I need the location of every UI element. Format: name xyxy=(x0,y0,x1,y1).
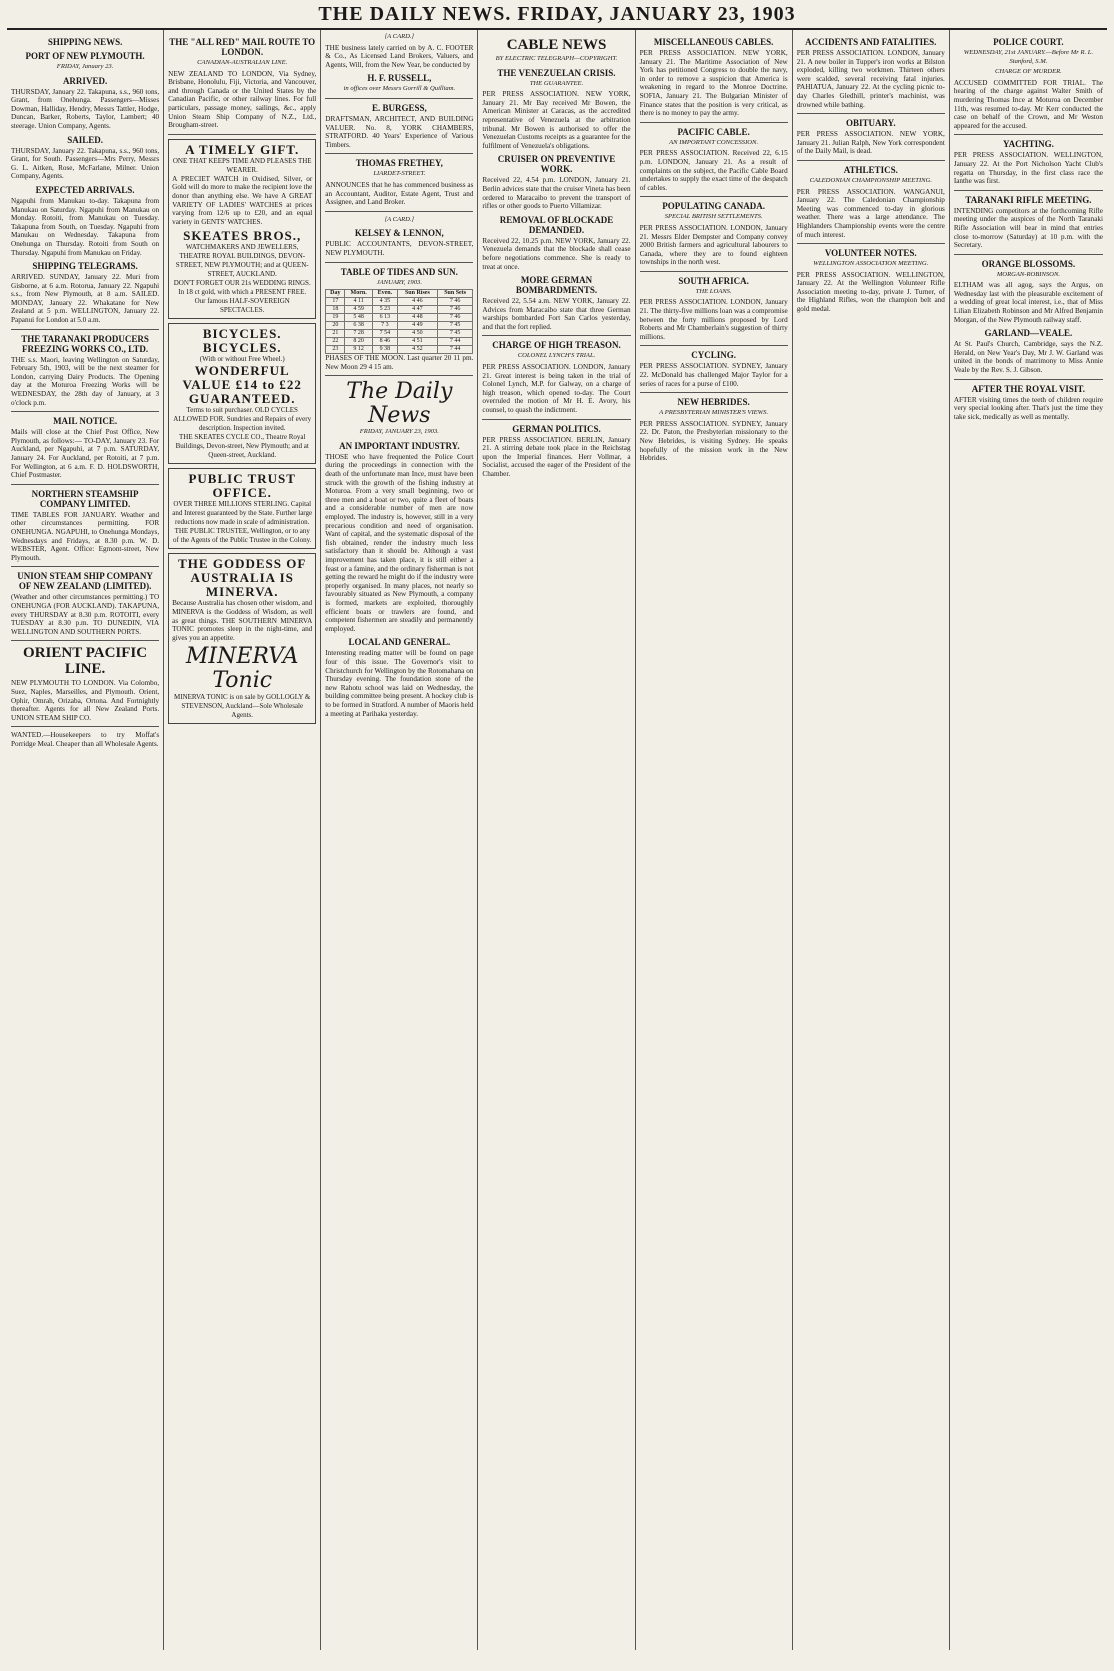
divider xyxy=(11,726,159,727)
tides-cell: 18 xyxy=(326,306,345,314)
minerva-ad xyxy=(168,553,316,724)
removal-text: Received 22, 10.25 p.m. NEW YORK, January 22. Venezuela demands that the blockade shall cease before negotiations commence. She is ready to treat at once. xyxy=(482,236,631,271)
volunteer-subheading: WELLINGTON ASSOCIATION MEETING. xyxy=(813,260,929,268)
bombard-text: Received 22, 5.54 a.m. NEW YORK, January 22. Advices from Maracaibo state that three German warships bombarded Fort San Carlos yesterday, and that the fort replied. xyxy=(482,297,631,331)
tides-cell: 4 11 xyxy=(345,298,372,306)
athletics-text: PER PRESS ASSOCIATION. WANGANUI, January 22. The Caledonian Championship Meeting was commenced to-day in glorious weather. There was a large attendance. The Highlanders Championship events were the centre of much interest. xyxy=(796,187,945,239)
canada-text: PER PRESS ASSOCIATION. LONDON, January 21. Messrs Elder Dempster and Company convey 2000 British farmers and agricultural labourers to Canada, where they are to found eighteen townships in the north west. xyxy=(639,223,788,267)
rings-text: DON'T FORGET OUR 21s WEDDING RINGS. In 18 ct gold, with which a PRESENT FREE. Our famous HALF-SOVEREIGN SPECTACLES. xyxy=(173,279,311,315)
trust-ad xyxy=(168,468,316,549)
union-text: (Weather and other circumstances permitting.) TO ONEHUNGA (FOR AUCKLAND). TAKAPUNA, every THURSDAY at 8.30 p.m. ROTOITI, every TUESDAY at 8.30 p.m. TO DUNEDIN, VIA WELLINGTON AND SOUTHERN PORTS. xyxy=(11,593,160,636)
canada-subheading: SPECIAL BRITISH SETTLEMENTS. xyxy=(664,213,763,221)
athletics-subheading: CALEDONIAN CHAMPIONSHIP MEETING. xyxy=(809,176,932,184)
local-text: Interesting reading matter will be found on page four of this issue. The Governor's visit to Christchurch for Wellington by the Rotomahana on Thursday evening. The foundation stone of the new Rahotu school was laid on Wednesday, the building committee being present. A hockey club is to be formed in Stratford. A number of Maoris held a meeting at Parihaka yesterday. xyxy=(325,649,474,718)
expected-text: Ngapuhi from Manukau to-day. Takapuna from Manukau on Saturday. Ngapuhi from Manukau on Monday. Rotoiti, from Manukau on Tuesday. Takapuna from South, on Tuesday. Ngapuhi from Manukau on Wednesday. Takapuna from Onehunga on Thursday. Rotoiti from South on Thursday. Ngapuhi from Manukau on Friday. xyxy=(11,196,160,257)
misc-text: PER PRESS ASSOCIATION. NEW YORK, January 21. The Maritime Association of New York has petitioned Congress to double the navy, in order to remove a suspicion that America is weakening in regard to the Monroe Doctrine. SOFIA, January 21. The Bulgarian Minister of Finance states that the position is very critical, as there is no money to pay the army. xyxy=(639,49,788,118)
port-heading: PORT OF NEW PLYMOUTH. xyxy=(25,51,145,61)
tides-cell: 4 46 xyxy=(397,298,437,306)
telegrams-text: ARRIVED. SUNDAY, January 22. Muri from Gisborne, at 6 a.m. Rotorua, January 22. Ngapuhi s.s., from New Plymouth, at 8 a.m. SAILED. MONDAY, January 22. Whakatane for New Zealand at 5 p.m. WELLINGTON, January 22. Papanui for London at 5.0 a.m. xyxy=(11,273,160,325)
card1-heading: [A CARD.] xyxy=(384,33,415,40)
bombard-heading: MORE GERMAN BOMBARDMENTS. xyxy=(515,275,598,296)
accidents-heading: ACCIDENTS AND FATALITIES. xyxy=(805,37,937,47)
yachting-text: PER PRESS ASSOCIATION. WELLINGTON, January 22. At the Port Nicholson Yacht Club's regatta on Thursday, in the first class race the Ianthe was first. xyxy=(953,151,1103,186)
column-7 xyxy=(950,30,1107,1650)
tides-cell: 4 49 xyxy=(397,322,437,330)
expected-heading: EXPECTED ARRIVALS. xyxy=(35,184,135,195)
arrived-text: THURSDAY, January 22. Takapuna, s.s., 960 tons, Grant, from Onehunga. Passengers—Misses Dowman, Halliday, Hendry, Messrs Tattler, Hodge, Duncan, Barker, Roberts, Taylor, Lambert; 40 steerage. Union Company, Agents. xyxy=(11,87,160,130)
gift-subheading: ONE THAT KEEPS TIME AND PLEASES THE WEARER. xyxy=(172,156,312,174)
column-4 xyxy=(478,30,635,1650)
gift-ad xyxy=(168,139,316,320)
tides-header-cell: Sun Sets xyxy=(437,290,473,298)
skeates-heading: SKEATES BROS., xyxy=(183,228,302,244)
tides-cell: 7 3 xyxy=(372,322,397,330)
card1-tail: in offices over Messrs Gorrill & Quilliam. xyxy=(343,85,456,93)
goddess-text: Because Australia has chosen other wisdom, and MINERVA is the Goddess of Wisdom, as well as great things. THE SOUTHERN MINERVA TONIC promotes sleep in the night-time, and gives you an appetite. xyxy=(172,599,313,642)
tides-cell: 4 59 xyxy=(345,306,372,314)
tides-cell: 22 xyxy=(326,338,345,346)
divider xyxy=(11,411,159,412)
skeates-text: THEATRE ROYAL BUILDINGS, DEVON-STREET, NEW PLYMOUTH; and at QUEEN-STREET, AUCKLAND. xyxy=(175,252,309,279)
masthead xyxy=(7,0,1107,30)
cycling-heading: CYCLING. xyxy=(691,350,737,361)
tides-cell: 19 xyxy=(326,314,345,322)
card1-text: THE business lately carried on by A. C. FOOTER & Co., As Licensed Land Brokers, Valuers, and Agents, Will, from the New Year, be conducted by xyxy=(325,43,474,69)
tides-cell: 9 12 xyxy=(345,346,372,354)
daily-news-logo: The Daily News xyxy=(346,379,453,429)
tides-cell: 7 28 xyxy=(345,330,372,338)
divider xyxy=(954,379,1103,380)
masthead-title: THE DAILY NEWS. FRIDAY, JANUARY 23, 1903 xyxy=(318,3,796,25)
kelsey-text: PUBLIC ACCOUNTANTS, DEVON-STREET, NEW PLYMOUTH. xyxy=(325,240,474,257)
tides-cell: 7 45 xyxy=(437,330,473,338)
minerva-logo: MINERVA Tonic xyxy=(185,644,299,694)
port-date: FRIDAY, January 23. xyxy=(56,63,114,70)
orient-heading: ORIENT PACIFIC LINE. xyxy=(23,645,148,678)
tides-cell: 7 46 xyxy=(437,306,473,314)
divider xyxy=(325,375,473,376)
kelsey-name: KELSEY & LENNON, xyxy=(354,228,444,239)
tides-cell: 7 54 xyxy=(372,330,397,338)
pacific-text: PER PRESS ASSOCIATION. Received 22, 6.15 p.m. LONDON, January 21. As a result of complaints on the subject, the Pacific Cable Board undertakes to supply the exact time of the despatch of cables. xyxy=(639,149,788,192)
frethey-subheading: LIARDET-STREET. xyxy=(373,170,426,178)
divider xyxy=(11,640,159,641)
tides-row xyxy=(326,306,473,314)
tides-cell: 7 44 xyxy=(437,346,473,354)
german-heading: GERMAN POLITICS. xyxy=(512,423,601,434)
tides-cell: 7 46 xyxy=(437,314,473,322)
pacific-subheading: AN IMPORTANT CONCESSION. xyxy=(669,138,759,146)
removal-heading: REMOVAL OF BLOCKADE DEMANDED. xyxy=(499,214,614,235)
cable-heading: CABLE NEWS xyxy=(506,37,607,53)
mail-text: Mails will close at the Chief Post Office, New Plymouth, as follows:— TO-DAY, January 23. For Auckland, per Ngapuhi, at 7 p.m. SATURDAY, January 24. For Auckland, per Rotoiti, at 7 p.m. For Wellington, at 6 a.m. F. D. HOLDSWORTH, Chief Postmaster. xyxy=(11,428,160,480)
frozen-heading: THE TARANAKI PRODUCERS FREEZING WORKS CO., LTD. xyxy=(21,333,149,354)
bicycles-text: Terms to suit purchaser. OLD CYCLES ALLOWED FOR. Sundries and Repairs of every description. Inspection invited. xyxy=(173,406,312,433)
tides-cell: 23 xyxy=(326,346,345,354)
athletics-heading: ATHLETICS. xyxy=(843,164,898,175)
tides-header-cell: Even. xyxy=(372,290,397,298)
pacific-heading: PACIFIC CABLE. xyxy=(677,126,750,137)
royal-heading: AFTER THE ROYAL VISIT. xyxy=(971,383,1086,394)
garland-text: At St. Paul's Church, Cambridge, says the N.Z. Herald, on New Year's Day, Mr J. W. Garland was united in the bonds of matrimony to Miss Annie Veale by the Rev. S. J. Gibson. xyxy=(953,340,1103,375)
divider xyxy=(482,419,630,420)
hebrides-text: PER PRESS ASSOCIATION. SYDNEY, January 22. Dr. Paton, the Presbyterian missionary to the New Hebrides, is visiting Sydney. He speaks hopefully of the mission work in the New Hebrides. xyxy=(639,419,788,463)
shipping-heading: SHIPPING NEWS. xyxy=(47,37,123,47)
tides-cell: 8 20 xyxy=(345,338,372,346)
canada-heading: POPULATING CANADA. xyxy=(662,201,766,212)
industry-heading: AN IMPORTANT INDUSTRY. xyxy=(339,440,460,451)
police-heading: POLICE COURT. xyxy=(993,37,1064,47)
tides-cell: 4 47 xyxy=(397,306,437,314)
local-heading: LOCAL AND GENERAL. xyxy=(348,637,451,648)
tides-cell: 7 46 xyxy=(437,298,473,306)
skeates-cycle-text: THE SKEATES CYCLE CO., Theatre Royal Buildings, Devon-street, New Plymouth; and at Queen-street, Auckland. xyxy=(175,433,309,460)
obituary-text: PER PRESS ASSOCIATION. NEW YORK, January 21. Julian Ralph, New York correspondent of the Daily Mail, is dead. xyxy=(796,130,945,156)
divider xyxy=(640,392,788,393)
tides-cell: 5 48 xyxy=(345,314,372,322)
misc-heading: MISCELLANEOUS CABLES. xyxy=(653,37,774,47)
police-date: WEDNESDAY, 21st JANUARY.—Before Mr R. L. Stanford, S.M. xyxy=(963,49,1094,65)
divider xyxy=(640,345,788,346)
sailed-heading: SAILED. xyxy=(67,134,103,145)
tides-cell: 5 23 xyxy=(372,306,397,314)
accidents-text: PER PRESS ASSOCIATION. LONDON, January 21. A new boiler in Tupper's iron works at Bilston exploded, killing two workmen. Thirteen others were scalded, several receiving fatal injuries. PAHIATUA, January 22. At the cycling picnic to-day Charles Gledhill, printer's machinist, was drowned while bathing. xyxy=(796,49,945,109)
tides-cell: 4 35 xyxy=(372,298,397,306)
frethey-text: ANNOUNCES that he has commenced business as an Accountant, Auditor, Estate Agent, Trust and Assignee, and Land Broker. xyxy=(325,180,474,207)
union-heading: UNION STEAM SHIP COMPANY OF NEW ZEALAND (LIMITED). xyxy=(17,571,153,592)
divider xyxy=(640,196,788,197)
burgess-name: E. BURGESS, xyxy=(371,102,427,113)
divider xyxy=(11,329,159,330)
allred-subheading: CANADIAN-AUSTRALIAN LINE. xyxy=(197,59,288,66)
tides-cell: 6 38 xyxy=(345,322,372,330)
africa-text: PER PRESS ASSOCIATION. LONDON, January 21. The thirty-five millions loan was a compromise between the forty millions proposed by Lord Roberts and Mr Chamberlain's suggestion of thirty millions. xyxy=(639,298,788,341)
newspaper-page xyxy=(7,0,1107,1660)
wanted-text: WANTED.—Housekeepers to try Moffat's Porridge Meal. Cheaper than all Wholesale Agents. xyxy=(11,731,160,748)
tides-month: JANUARY, 1903. xyxy=(376,278,422,286)
tides-cell: 21 xyxy=(326,330,345,338)
divider xyxy=(11,484,159,485)
bicycles-subheading: (With or without Free Wheel.) xyxy=(199,355,285,364)
tides-row xyxy=(326,298,473,306)
column-5 xyxy=(636,30,793,1650)
minerva-text: MINERVA TONIC is on sale by GOLLOGLY & STEVENSON, Auckland—Sole Wholesale Agents. xyxy=(174,693,311,720)
goddess-heading: THE GODDESS OF AUSTRALIA IS MINERVA. xyxy=(178,556,307,600)
tides-cell: 6 13 xyxy=(372,314,397,322)
arrived-heading: ARRIVED. xyxy=(62,75,108,86)
divider xyxy=(954,190,1103,191)
sailed-text: THURSDAY, January 22. Takapuna, s.s., 960 tons, Grant, for South. Passengers—Mrs Perry, Messrs G. L. Aitken, Rose, McFarlane, Milner. Union Company, Agents. xyxy=(11,146,160,181)
royal-text: AFTER visiting times the teeth of children require very special looking after. That's just the time they take sick, medically as well as mentally. xyxy=(953,395,1103,421)
skeates-subheading: WATCHMAKERS AND JEWELLERS, xyxy=(185,243,299,252)
divider xyxy=(797,160,945,161)
moon-text: PHASES OF THE MOON. Last quarter 20 11 pm. New Moon 29 4 15 am. xyxy=(325,354,474,371)
orient-text: NEW PLYMOUTH TO LONDON. Via Colombo, Suez, Naples, Marseilles, and Plymouth. Orient, Ophir, Omrah, Orizaba, Ortona. And Fortnightly thereafter. Agents for all New Zealand Ports. UNION STEAM SHIP CO. xyxy=(11,679,160,722)
police-text: ACCUSED COMMITTED FOR TRIAL. The hearing of the charge against Walter Smith of murdering Thomas Ince at Moturoa on December 11th, was resumed to-day. Mr Kerr conducted the case on behalf of the Crown, and Mr Weston appeared for the accused. xyxy=(953,78,1103,130)
divider xyxy=(11,566,159,567)
tides-cell: 4 51 xyxy=(397,338,437,346)
venez-subheading: THE GUARANTEE. xyxy=(529,79,584,87)
bicycles-price: WONDERFUL VALUE £14 to £22 GUARANTEED. xyxy=(182,363,302,407)
daily-date: FRIDAY, JANUARY 23, 1903. xyxy=(359,428,439,436)
cruiser-heading: CRUISER ON PREVENTIVE WORK. xyxy=(497,154,616,175)
venez-heading: THE VENEZUELAN CRISIS. xyxy=(497,67,616,78)
tides-header-cell: Sun Rises xyxy=(397,290,437,298)
bicycles-ad xyxy=(168,323,316,464)
industry-text: THOSE who have frequented the Police Court during the proceedings in connection with the death of the unfortunate man Ince, must have been struck with the growth of the fishing industry at Moturoa. From a very small beginning, two or three men and a boat or two, quite a fleet of boats and a considerable number of men are now employed. The industry is, however, still in a very precarious condition and need of organisation. Want of capital, and the systematic disposal of the fish obtained, render the industry much less satisfactory than it should be. Although a vast improvement has taken place, it is still either a feast or a famine, and the ordinary fisherman is not getting the reward he might do if the industry were properly organised. In many places, not nearly so favourably situated as New Plymouth, a company is formed, markets are exploited, thoroughly efficient boats or trawlers are found, and competent fishermen are steadily and permanently employed. xyxy=(325,452,474,633)
obituary-heading: OBITUARY. xyxy=(845,118,896,129)
divider xyxy=(640,271,788,272)
bicycles-heading: BICYCLES. BICYCLES. xyxy=(202,326,282,356)
tides-cell: 7 45 xyxy=(437,322,473,330)
rifle-heading: TARANAKI RIFLE MEETING. xyxy=(965,194,1092,205)
cable-subheading: BY ELECTRIC TELEGRAPH—COPYRIGHT. xyxy=(495,55,618,62)
divider xyxy=(482,335,630,336)
africa-subheading: THE LOANS. xyxy=(695,287,732,295)
yachting-heading: YACHTING. xyxy=(1002,139,1054,150)
northern-heading: NORTHERN STEAMSHIP COMPANY LIMITED. xyxy=(31,488,139,509)
cycling-text: PER PRESS ASSOCIATION. SYDNEY, January 22. McDonald has challenged Major Taylor for a series of races for a purse of £100. xyxy=(639,362,788,388)
treason-heading: CHARGE OF HIGH TREASON. xyxy=(492,340,621,351)
treason-subheading: COLONEL LYNCH'S TRIAL. xyxy=(517,352,596,360)
venez-text: PER PRESS ASSOCIATION. NEW YORK, January 21. Mr Bay received Mr Bowen, the American Minister at Caracas, as the accredited representative of Venezuela at the arbitration tribunal. Mr Bowen is authorised to offer the Venezuelan Customs receipts as a guarantee for the fulfilment of Venezuela's obligations. xyxy=(482,90,631,150)
divider xyxy=(325,98,473,99)
divider xyxy=(640,122,788,123)
column-6 xyxy=(793,30,950,1650)
tides-table xyxy=(325,289,473,354)
cruiser-text: Received 22, 4.54 p.m. LONDON, January 21. Berlin advices state that the cruiser Vineta has been ordered to Maracaibo to prevent the transport of rifles or other goods to Puerto Villamizar. xyxy=(482,176,631,211)
card1-name: H. F. RUSSELL, xyxy=(367,73,432,84)
garland-heading: GARLAND—VEALE. xyxy=(984,328,1073,339)
divider xyxy=(954,134,1103,135)
northern-text: TIME TABLES FOR JANUARY. Weather and other circumstances permitting. FOR ONEHUNGA. NGAPUHI, to Onehunga Mondays, Wednesdays and Fridays, at 8.30 p.m. W. D. WEBSTER, Agent. Office: Egmont-street, New Plymouth. xyxy=(11,510,160,562)
tides-cell: 17 xyxy=(326,298,345,306)
tides-cell: 4 50 xyxy=(397,330,437,338)
tides-header-cell: Day xyxy=(326,290,345,298)
columns xyxy=(7,30,1107,1650)
tides-cell: 9 38 xyxy=(372,346,397,354)
tides-cell: 4 48 xyxy=(397,314,437,322)
orange-text: ELTHAM was all agog, says the Argus, on Wednesday last with the pleasurable excitement of a wedding of great local interest, i.e., that of Miss Lilian Elizabeth Robinson and Mr Alfred Benjamin Morgan, of the New Plymouth railway staff. xyxy=(953,281,1103,324)
tides-row xyxy=(326,330,473,338)
hebrides-subheading: A PRESBYTERIAN MINISTER'S VIEWS. xyxy=(659,409,769,417)
divider xyxy=(797,113,945,114)
divider xyxy=(797,243,945,244)
volunteer-text: PER PRESS ASSOCIATION. WELLINGTON, January 22. At the Wellington Volunteer Rifle Association meeting to-day, private J. Turner, of the Highland Rifles, won the champion belt and gold medal. xyxy=(796,270,945,314)
divider xyxy=(954,254,1103,255)
tides-cell: 4 52 xyxy=(397,346,437,354)
divider xyxy=(325,211,473,212)
allred-text: NEW ZEALAND TO LONDON, Via Sydney, Brisbane, Honolulu, Fiji, Victoria, and Vancouver, and through Canada or the United States by the Canadian Pacific, or other railway lines. For full particulars, passage money, sailings, &c., apply Union Steam Ship Company of N.Z., Ltd., Brougham-street. xyxy=(168,69,317,130)
divider xyxy=(325,262,473,263)
frethey-name: THOMAS FRETHEY, xyxy=(355,158,443,169)
burgess-text: DRAFTSMAN, ARCHITECT, AND BUILDING VALUER. No. 8, YORK CHAMBERS, STRATFORD. 40 Years' Experience of Various Timbers. xyxy=(325,114,474,149)
police-subheading: CHARGE OF MURDER. xyxy=(994,68,1062,76)
tides-cell: 20 xyxy=(326,322,345,330)
divider xyxy=(168,134,316,135)
tides-heading: TABLE OF TIDES AND SUN. xyxy=(340,266,458,277)
africa-heading: SOUTH AFRICA. xyxy=(678,275,749,286)
orange-subheading: MORGAN-ROBINSON. xyxy=(996,270,1060,278)
column-2 xyxy=(164,30,321,1650)
tides-cell: 8 46 xyxy=(372,338,397,346)
allred-heading: THE "ALL RED" MAIL ROUTE TO LONDON. xyxy=(169,37,316,57)
tides-cell: 7 44 xyxy=(437,338,473,346)
orange-heading: ORANGE BLOSSOMS. xyxy=(981,258,1076,269)
german-text: PER PRESS ASSOCIATION. BERLIN, January 21. A stirring debate took place in the Reichstag upon the Imperial finances. Herr Vollmar, a Socialist, accused the eager of the President of the Chamber. xyxy=(482,435,631,478)
gift-text: A PRECIET WATCH in Oxidised, Silver, or Gold will do more to make the recipient love the donor than anything else. We have A GREAT VARIETY OF LADIES' WATCHES at prices varying from 12/6 up to £20, and an equal variety in GENTS' WATCHES. xyxy=(172,174,313,226)
telegrams-heading: SHIPPING TELEGRAMS. xyxy=(32,261,138,272)
frozen-text: THE s.s. Maori, leaving Wellington on Saturday, February 5th, 1903, will be the next steamer for London, carrying Dairy Products. The Opening day at the Moturoa Freezing Works will be WEDNESDAY, the 28th day of January, at 3 o'clock p.m. xyxy=(11,355,160,407)
tides-row xyxy=(326,338,473,346)
tides-header-cell: Morn. xyxy=(345,290,372,298)
trust-text: OVER THREE MILLIONS STERLING. Capital and Interest guaranteed by the State. Further large reductions now made in scale of administration. THE PUBLIC TRUSTEE, Wellington, or to any of the Agents of the Public Trustee in the Colony. xyxy=(172,500,313,545)
mail-heading: MAIL NOTICE. xyxy=(53,416,118,427)
card2-heading: [A CARD.] xyxy=(384,215,415,223)
hebrides-heading: NEW HEBRIDES. xyxy=(677,397,750,408)
tides-row xyxy=(326,322,473,330)
trust-heading: PUBLIC TRUST OFFICE. xyxy=(188,471,296,501)
gift-heading: A TIMELY GIFT. xyxy=(185,141,300,157)
column-1 xyxy=(7,30,164,1650)
tides-header-row xyxy=(326,290,473,298)
tides-row xyxy=(326,314,473,322)
divider xyxy=(325,153,473,154)
column-3 xyxy=(321,30,478,1650)
treason-text: PER PRESS ASSOCIATION. LONDON, January 21. Great interest is being taken in the trial of Colonel Lynch, M.P. for Galway, on a charge of high treason, which opened to-day. The Court overruled the motion of Mr H. E. Avory, his counsel, to quash the indictment. xyxy=(482,363,631,415)
volunteer-heading: VOLUNTEER NOTES. xyxy=(824,248,917,259)
rifle-text: INTENDING competitors at the forthcoming Rifle meeting under the auspices of the North Taranaki Rifle Association will bear in mind that entries close to-morrow (Saturday) at 10 p.m. with the Secretary. xyxy=(953,206,1103,250)
tides-row xyxy=(326,346,473,354)
